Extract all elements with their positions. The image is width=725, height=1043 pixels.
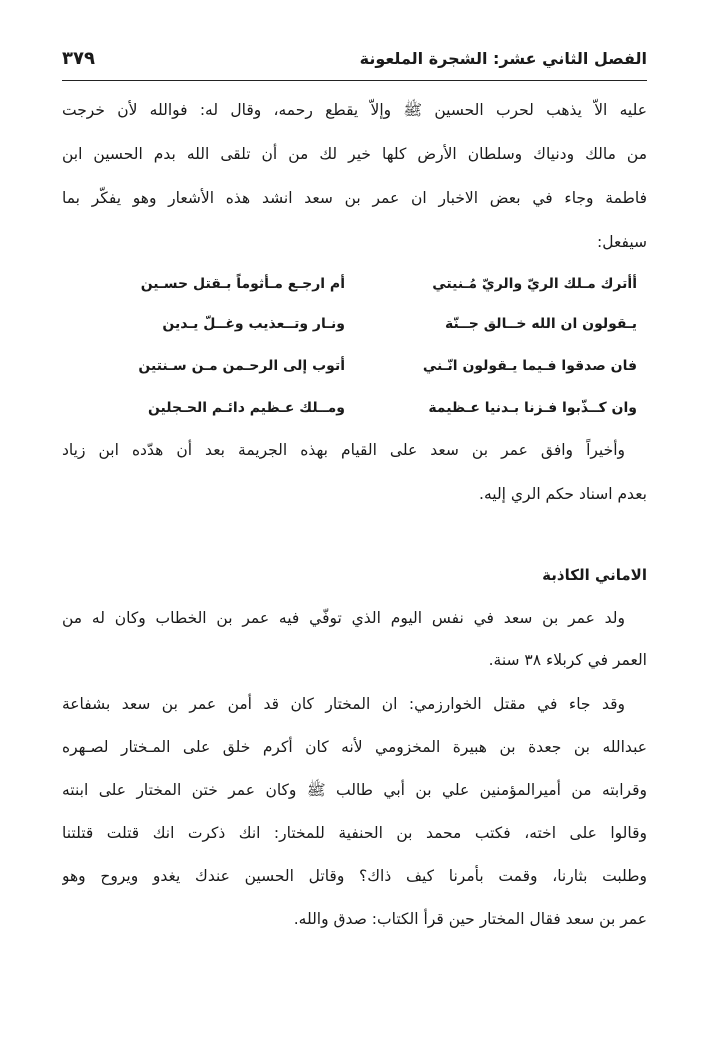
text-line: وقد جاء في مقتل الخوارزمي: ان المختار كان قد أمن عمر بن سعد بشفاعة [62,695,625,713]
text-line: وأخيراً وافق عمر بن سعد على القيام بهذه الجريمة بعد أن هدّده ابن زياد [62,441,625,459]
paragraph-2 [62,428,647,516]
text-line: العمر في كربلاء ٣٨ سنة. [488,651,647,669]
text-line: وقرابته من أميرالمؤمنين علي بن أبي طالب ﷺ وكان عمر ختن المختار على ابنته [62,781,647,799]
verse-2-second-hemistich: ونـار وتــعذيب وغــلّ يـدين [162,316,345,332]
header-divider [62,80,647,81]
section-heading: الاماني الكاذبة [542,566,647,584]
text-line: عليه الاّ يذهب لحرب الحسين ﷺ وإلاّ يقطع رحمه، وقال له: فوالله لأن خرجت [62,101,647,119]
verse-4-second-hemistich: ومــلك عـظيم دائـم الحـجلين [147,400,345,416]
text-line: عبدالله بن جعدة بن هبيرة المخزومي لأنه كان أكرم خلق على المـختار لصـهره [62,738,647,756]
text-line: من مالك ودنياك وسلطان الأرض كلها خير لك من أن تلقى الله بدم الحسين ابن [62,145,647,163]
text-line: سيفعل: [597,233,647,251]
text-line: وطلبت بثارنا، وقمت بأمرنا كيف ذاك؟ وقاتل الحسين عندك يغدو ويروح وهو [62,867,647,885]
verse-1-second-hemistich: أم ارجـع مـأثوماً بـقتل حسـين [140,276,345,292]
verse-2-first-hemistich: يـقولون ان الله خــالق جــنّة [444,316,637,332]
text-line: فاطمة وجاء في بعض الاخبار ان عمر بن سعد انشد هذه الأشعار وهو يفكّر بما [62,189,647,207]
paragraph-3 [62,596,647,684]
verse-3-first-hemistich: فان صدقوا فـيما يـقولون انّـني [422,358,637,374]
paragraph-1 [62,88,647,264]
verse-4-first-hemistich: وان كــذّبوا فـزنا بـدنيا عـظيمة [428,400,637,416]
page-number: ٣٧٩ [62,47,95,69]
running-header [62,40,647,76]
chapter-title: الفصل الثاني عشر: الشجرة الملعونة [359,48,647,68]
paragraph-4 [62,682,647,946]
verse-1-first-hemistich: أأترك مـلك الريّ والريّ مُـنيتي [432,276,637,292]
text-line: بعدم اسناد حكم الري إليه. [479,485,647,503]
text-line: عمر بن سعد فقال المختار حين قرأ الكتاب: صدق والله. [293,910,647,928]
text-line: وقالوا على اخته، فكتب محمد بن الحنفية للمختار: انك ذكرت انك قتلت قتلتنا [62,824,647,842]
verse-3-second-hemistich: أتوب إلى الرحـمن مـن سـنتين [138,358,345,374]
text-line: ولد عمر بن سعد في نفس اليوم الذي توفّي فيه عمر بن الخطاب وكان له من [62,609,625,627]
